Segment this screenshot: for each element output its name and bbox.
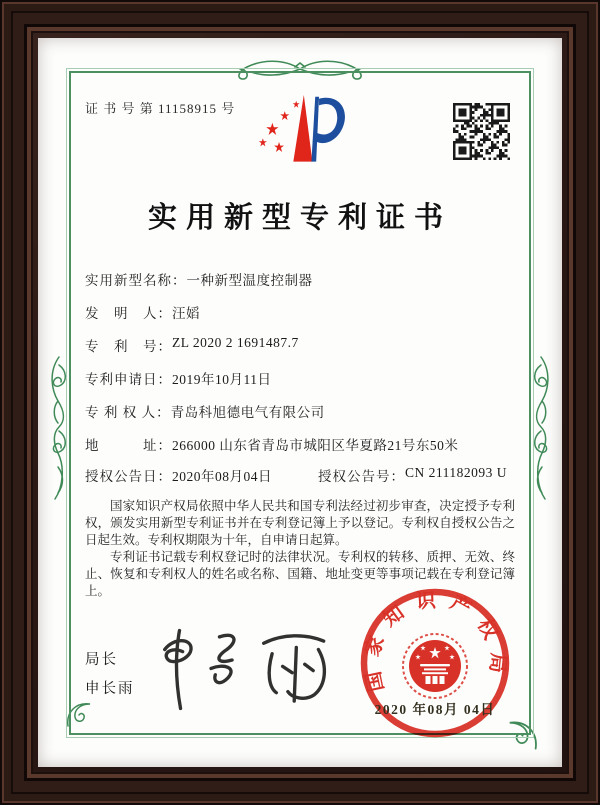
field-list (85, 269, 515, 485)
field-row-grant (85, 465, 515, 485)
certificate-paper (38, 38, 562, 767)
certificate-title: 实用新型专利证书 (147, 202, 452, 234)
field-value: 2020年08月04日 (172, 469, 272, 484)
officer-block (85, 646, 135, 704)
field-value: 青岛科旭德电气有限公司 (170, 405, 325, 420)
field-value: 一种新型温度控制器 (186, 273, 313, 288)
field-label: 专 利 权 人： (85, 405, 171, 420)
field-row-patent-no (85, 335, 515, 355)
field-label: 专 利 号： (85, 339, 172, 354)
field-value: ZL 2020 2 1691487.7 (172, 335, 299, 350)
field-value: 2019年10月11日 (172, 372, 272, 387)
seal-text: 国家知识产权局 (360, 589, 510, 694)
field-label: 实用新型名称： (85, 273, 187, 288)
certificate-content (66, 68, 534, 738)
field-row-address (85, 434, 515, 454)
national-emblem (403, 634, 467, 698)
field-label: 授权公告日： (85, 469, 172, 484)
field-value: CN 211182093 U (405, 465, 508, 480)
officer-role: 局长 (85, 652, 118, 668)
legal-paragraph-2: 专利证书记载专利权登记时的法律状况。专利权的转移、质押、无效、终止、恢复和专利权人的姓名或名称、国籍、地址变更等事项记载在专利登记簿上。 (85, 550, 515, 598)
cnipa-patent-logo-icon (251, 93, 349, 173)
field-label: 地 址： (85, 438, 172, 453)
field-value: 汪嫍 (172, 306, 200, 321)
field-label: 发 明 人： (85, 306, 172, 321)
field-label: 授权公告号： (318, 469, 405, 484)
field-value: 266000 山东省青岛市城阳区华夏路21号东50米 (172, 438, 459, 453)
field-row-filing-date (85, 368, 515, 388)
field-row-patentee (85, 401, 515, 421)
field-label: 专利申请日： (85, 372, 172, 387)
certificate-number: 证 书 号 第 11158915 号 (85, 101, 236, 116)
legal-text (85, 498, 515, 600)
field-row-name (85, 269, 515, 289)
field-row-inventor (85, 302, 515, 322)
legal-paragraph-1: 国家知识产权局依照中华人民共和国专利法经过初步审查，决定授予专利权，颁发实用新型专利证书并在专利登记簿上予以登记。专利权自授权公告之日起生效。专利权期限为十年，自申请日起算。 (85, 499, 515, 547)
qr-code (453, 103, 510, 160)
handwritten-signature-icon (150, 624, 350, 714)
seal-date: 2020 年08月 04日 (374, 702, 496, 717)
officer-name: 申长雨 (85, 681, 135, 697)
